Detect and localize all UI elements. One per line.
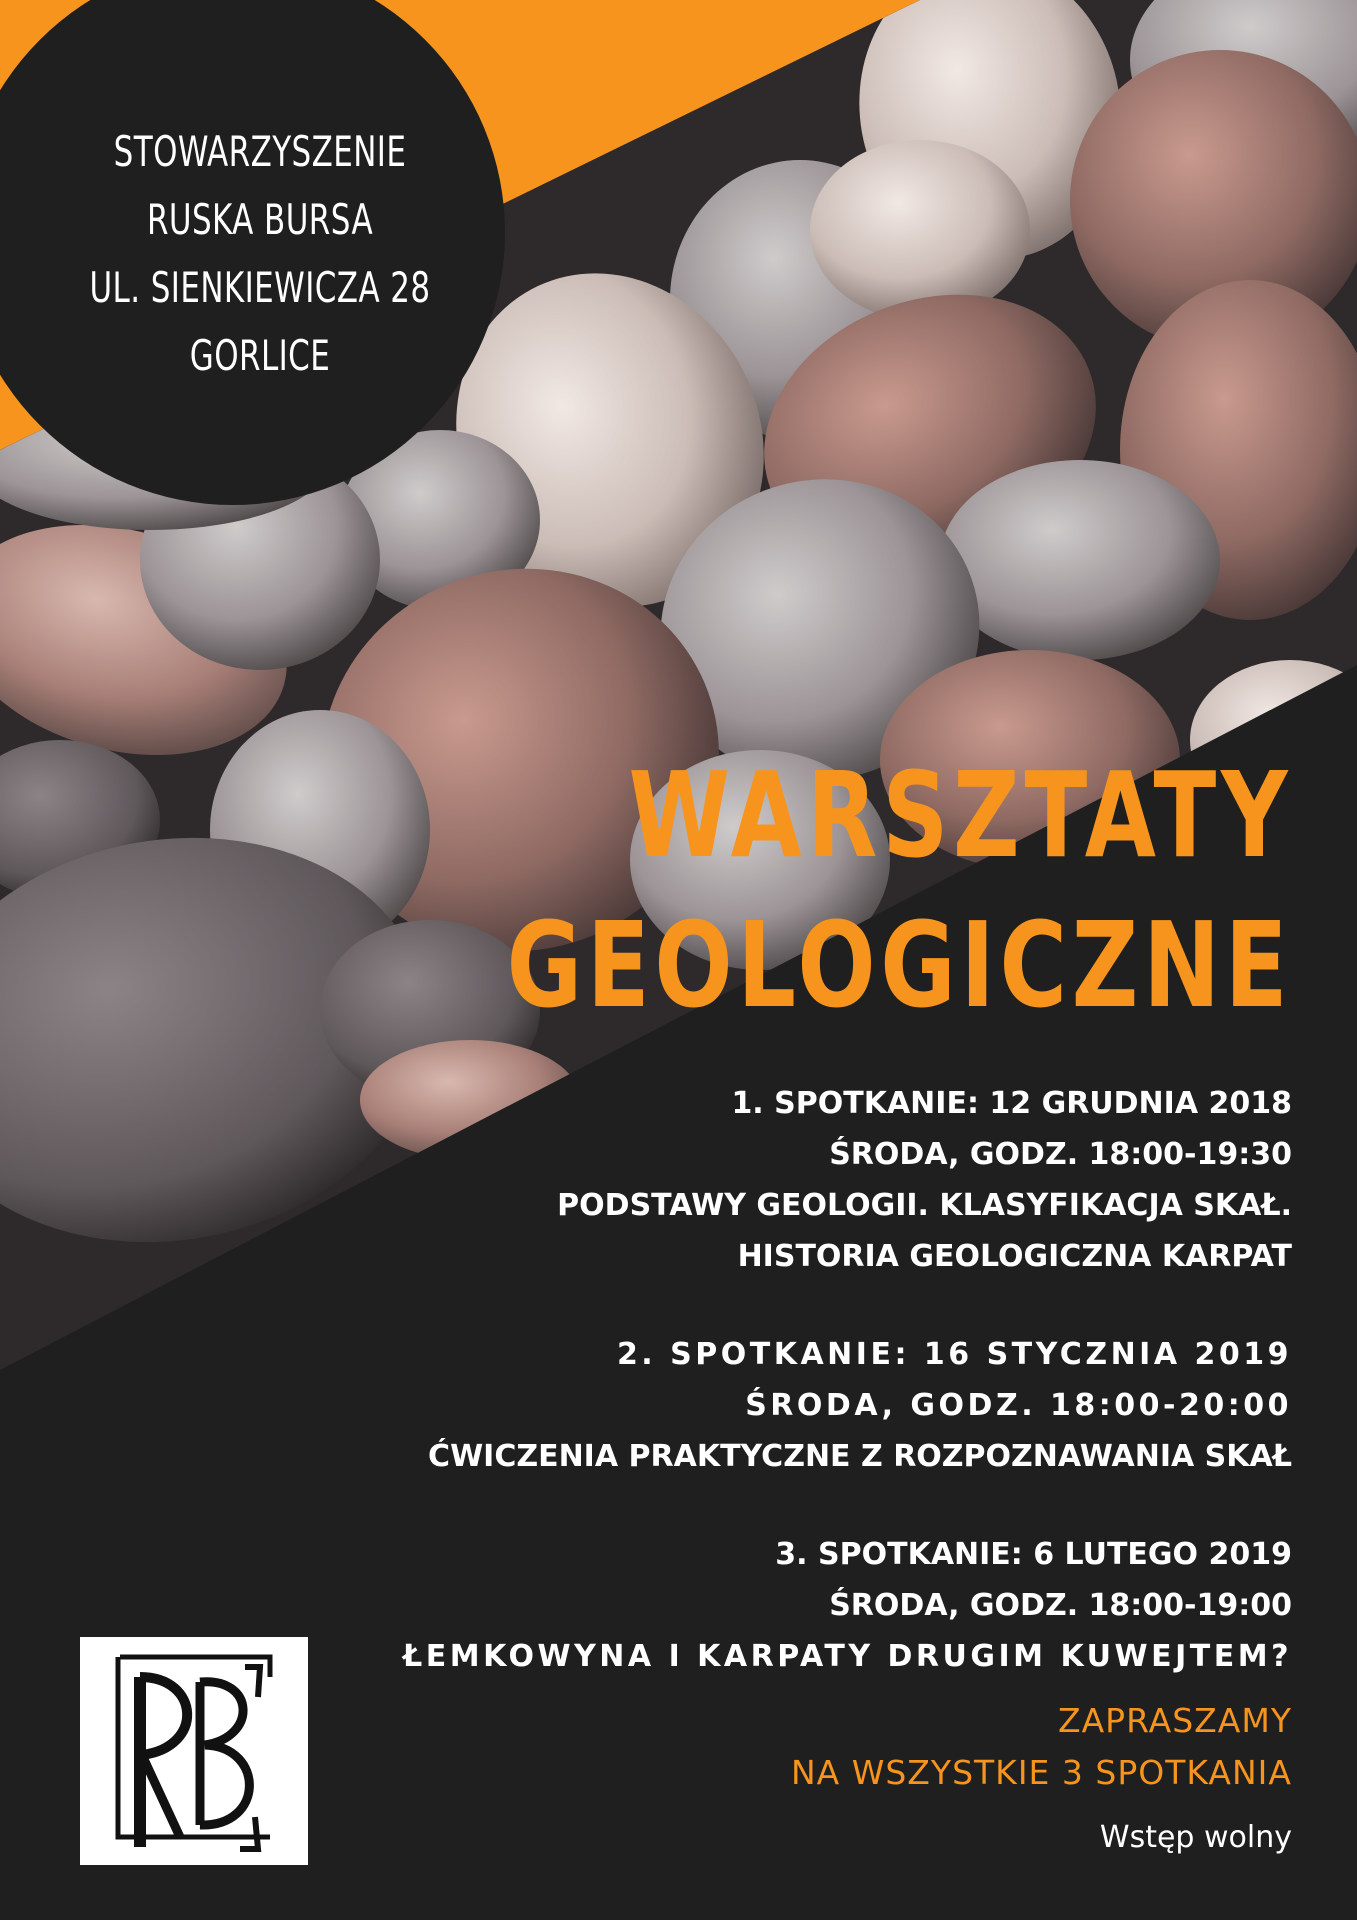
meeting-time: ŚRODA, GODZ. 18:00-20:00: [745, 1388, 1292, 1423]
invite-block: [791, 1695, 1292, 1799]
meeting-heading: 3. SPOTKANIE: 6 LUTEGO 2019: [775, 1537, 1292, 1572]
meetings-list: [292, 1078, 1292, 1682]
meeting-topic: ĆWICZENIA PRAKTYCZNE Z ROZPOZNAWANIA SKAŁ: [428, 1439, 1292, 1474]
meeting-topic: HISTORIA GEOLOGICZNA KARPAT: [737, 1239, 1292, 1274]
meeting-heading: 2. SPOTKANIE: 16 STYCZNIA 2019: [616, 1337, 1292, 1372]
invite-line: NA WSZYSTKIE 3 SPOTKANIA: [790, 1753, 1292, 1792]
spacer: [292, 1482, 1292, 1529]
meeting-time: ŚRODA, GODZ. 18:00-19:00: [829, 1588, 1292, 1623]
meeting-time: ŚRODA, GODZ. 18:00-19:30: [829, 1137, 1292, 1172]
entry-note: Wstęp wolny: [1099, 1820, 1292, 1855]
title-line: GEOLOGICZNE: [506, 896, 1292, 1034]
rb-monogram-logo-icon: [80, 1637, 308, 1865]
address-line: UL. SIENKIEWICZA 28: [89, 263, 431, 312]
meeting-topic: ŁEMKOWYNA I KARPATY DRUGIM KUWEJTEM?: [402, 1639, 1292, 1674]
address-block: [40, 118, 480, 390]
page-title: [506, 740, 1292, 1040]
address-line: GORLICE: [189, 331, 331, 380]
invite-line: ZAPRASZAMY: [1057, 1701, 1292, 1740]
spacer: [292, 1282, 1292, 1329]
meeting-heading: 1. SPOTKANIE: 12 GRUDNIA 2018: [731, 1086, 1292, 1121]
meeting-topic: PODSTAWY GEOLOGII. KLASYFIKACJA SKAŁ.: [557, 1188, 1292, 1223]
address-line: RUSKA BURSA: [146, 195, 374, 244]
title-line: WARSZTATY: [628, 746, 1292, 884]
address-line: STOWARZYSZENIE: [113, 127, 407, 176]
